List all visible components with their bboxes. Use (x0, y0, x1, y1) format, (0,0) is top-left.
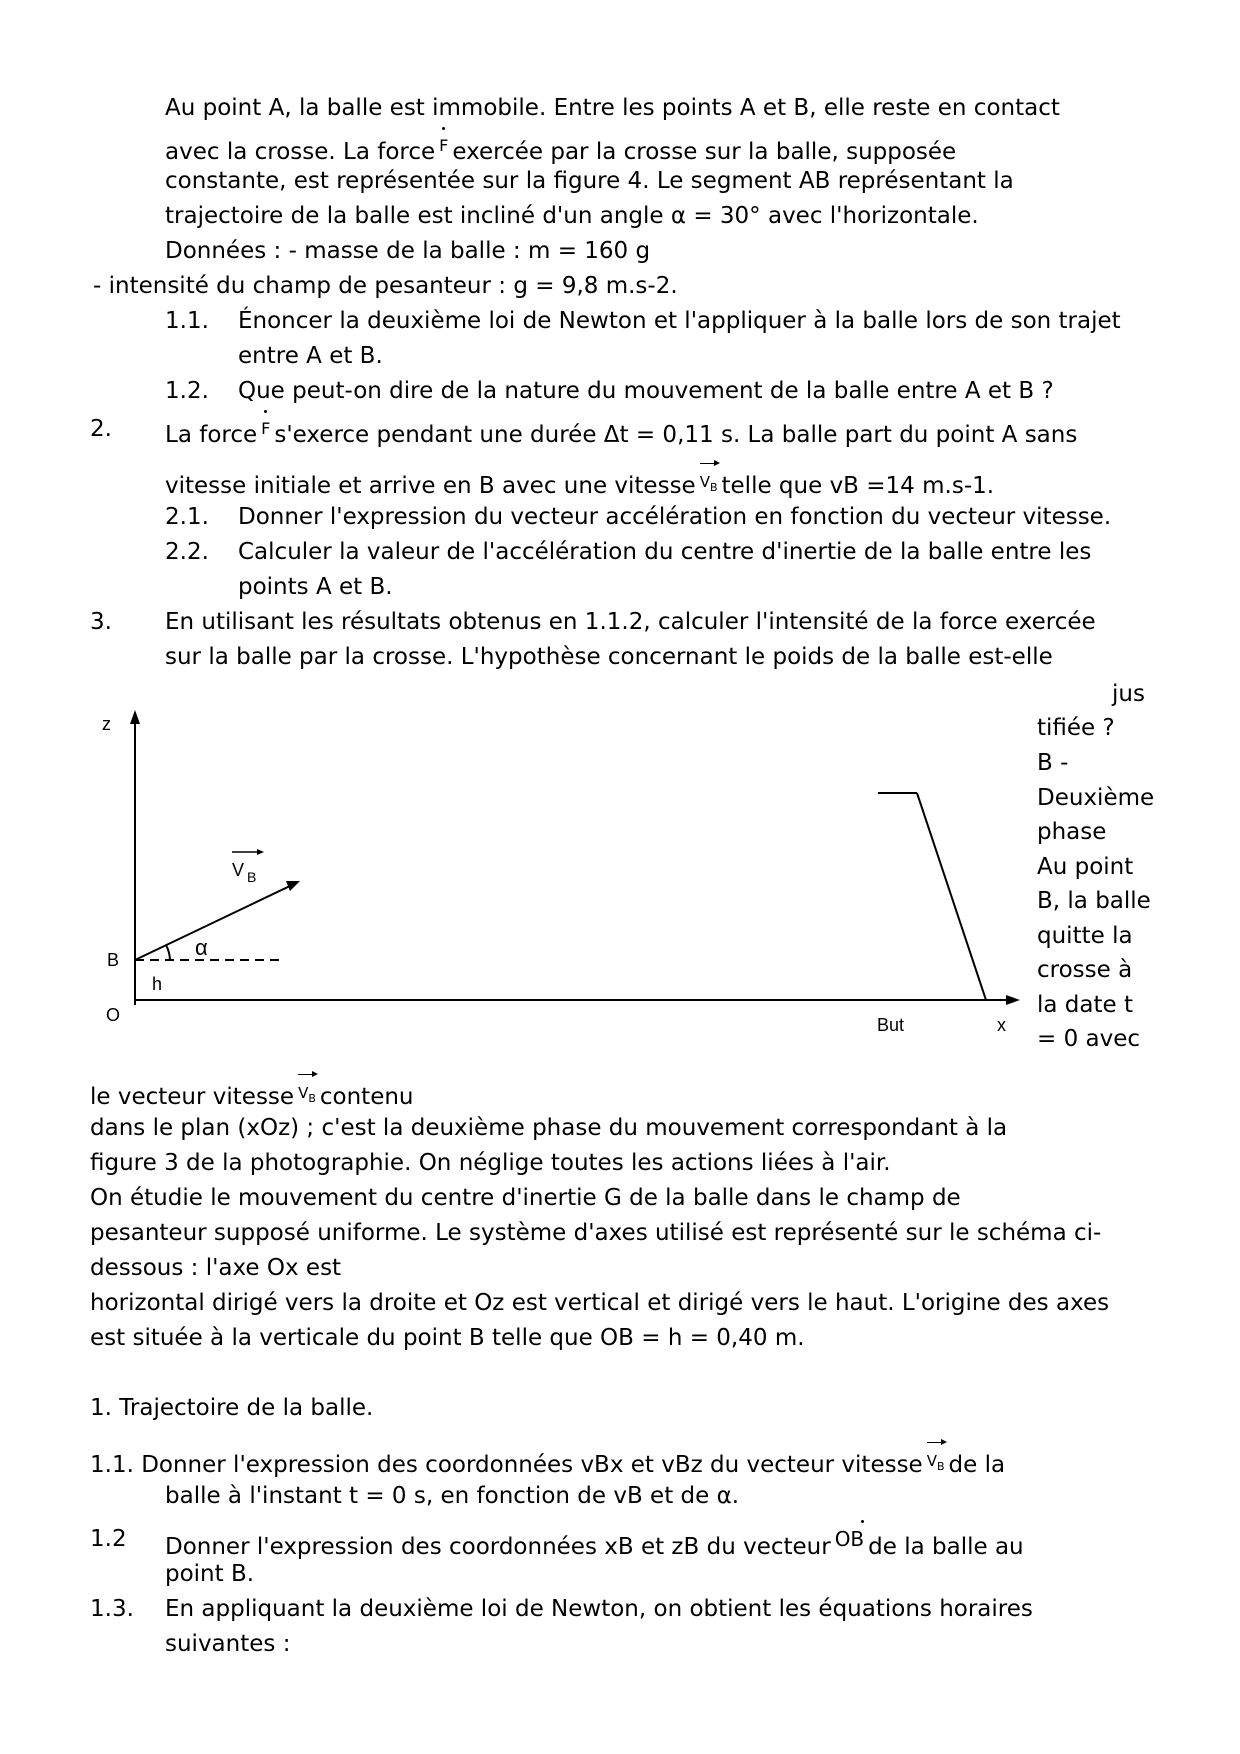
intro-line-2: avec la crosse. La force F exercée par la crosse sur la balle, supposée (165, 131, 956, 167)
goal-post (917, 793, 986, 1000)
side-line-2: B - (1037, 750, 1069, 776)
q11-number: 1.1. (165, 308, 209, 334)
intro-line-5: Données : - masse de la balle : m = 160 g (165, 238, 651, 264)
origin-label: O (106, 1005, 121, 1025)
q3-number: 3. (90, 609, 112, 635)
vb-label: V (232, 860, 245, 880)
body-line-2: dans le plan (xOz) ; c'est la deuxième phase du mouvement correspondant à la (90, 1115, 1008, 1141)
side-line-8: crosse à (1037, 957, 1133, 983)
side-line-3: Deuxième (1037, 785, 1155, 811)
q12-number: 1.2. (165, 378, 209, 404)
body-line-1: le vecteur vitesse $V_B$ contenu (90, 1078, 414, 1114)
section-heading: 1. Trajectoire de la balle. (90, 1395, 374, 1421)
vb-label-sub: B (247, 869, 257, 885)
q21-number: 2.1. (165, 504, 209, 530)
intro-line-1: Au point A, la balle est immobile. Entre les points A et B, elle reste en contact (165, 95, 1060, 121)
velocity-vector-symbol: $V_B$ (700, 467, 718, 503)
side-line-0: jus (1112, 681, 1145, 707)
point-b-label: B (107, 950, 120, 970)
body-line-8: est située à la verticale du point B telle que OB = h = 0,40 m. (90, 1325, 805, 1351)
side-line-9: la date t (1037, 992, 1133, 1018)
velocity-vector-symbol: $V_B$ (927, 1446, 945, 1482)
body-line-7: horizontal dirigé vers la droite et Oz est vertical et dirigé vers le haut. L'origine des axes (90, 1290, 1110, 1316)
velocity-arrow-line (135, 885, 292, 960)
q11-text-a: Énoncer la deuxième loi de Newton et l'appliquer à la balle lors de son trajet (238, 308, 1121, 334)
q13b-number: 1.3. (90, 1596, 134, 1622)
intro-line-4: trajectoire de la balle est incliné d'un angle α = 30° avec l'horizontale. (165, 203, 979, 229)
q2-text-b: vitesse initiale et arrive en B avec une vitesse $V_B$ telle que vB =14 m.s-1. (165, 467, 994, 503)
z-axis-label: z (102, 714, 111, 734)
alpha-label: α (195, 935, 208, 960)
q2-text-a: La force F s'exerce pendant une durée Δt = 0,11 s. La balle part du point A sans (165, 414, 1077, 450)
q13b-text-b: suivantes : (165, 1631, 291, 1657)
body-line-4: On étudie le mouvement du centre d'inertie G de la balle dans le champ de (90, 1185, 961, 1211)
body-line-5: pesanteur supposé uniforme. Le système d'axes utilisé est représenté sur le schéma ci- (90, 1220, 1102, 1246)
side-line-6: B, la balle (1037, 888, 1151, 914)
height-label: h (152, 974, 163, 994)
force-vector-symbol: F (439, 131, 448, 161)
x-axis-label: x (997, 1015, 1006, 1035)
intro-line-6: - intensité du champ de pesanteur : g = 9,8 m.s-2. (93, 273, 678, 299)
side-line-5: Au point (1037, 854, 1134, 880)
side-line-1: tifiée ? (1037, 715, 1115, 741)
angle-arc (166, 945, 170, 960)
force-vector-symbol: F (261, 414, 270, 444)
q22-text-b: points A et B. (238, 574, 393, 600)
velocity-arrowhead (286, 881, 300, 891)
x-axis-arrowhead (1006, 995, 1020, 1005)
q11b-text-b: balle à l'instant t = 0 s, en fonction de vB et de α. (165, 1483, 740, 1509)
goal-label: But (877, 1015, 905, 1035)
intro-line-3: constante, est représentée sur la figure 4. Le segment AB représentant la (165, 168, 1014, 194)
ob-vector-symbol: OB (835, 1524, 864, 1554)
q22-number: 2.2. (165, 539, 209, 565)
q12-text: Que peut-on dire de la nature du mouvement de la balle entre A et B ? (238, 378, 1054, 404)
q12b-number: 1.2 (90, 1526, 127, 1552)
body-line-3: figure 3 de la photographie. On néglige toutes les actions liées à l'air. (90, 1150, 891, 1176)
side-line-4: phase (1037, 819, 1107, 845)
q3-text-a: En utilisant les résultats obtenus en 1.1.2, calculer l'intensité de la force exercée (165, 609, 1096, 635)
q13b-text-a: En appliquant la deuxième loi de Newton, on obtient les équations horaires (165, 1596, 1033, 1622)
q22-text-a: Calculer la valeur de l'accélération du centre d'inertie de la balle entre les (238, 539, 1092, 565)
q11b-text-a: 1.1. Donner l'expression des coordonnées vBx et vBz du vecteur vitesse $V_B$ de la (90, 1446, 1005, 1482)
velocity-vector-symbol: $V_B$ (298, 1078, 316, 1114)
q12b-text-a: Donner l'expression des coordonnées xB et zB du vecteur OB de la balle au (165, 1524, 1024, 1562)
side-line-7: quitte la (1037, 923, 1133, 949)
body-line-6: dessous : l'axe Ox est (90, 1255, 342, 1281)
side-line-10: = 0 avec (1037, 1026, 1141, 1052)
q2-number: 2. (90, 416, 112, 442)
q12b-text-b: point B. (165, 1561, 255, 1587)
q11-text-b: entre A et B. (238, 343, 383, 369)
q3-text-b: sur la balle par la crosse. L'hypothèse concernant le poids de la balle est-elle (165, 644, 1053, 670)
q21-text: Donner l'expression du vecteur accélération en fonction du vecteur vitesse. (238, 504, 1112, 530)
z-axis-arrowhead (130, 710, 140, 724)
